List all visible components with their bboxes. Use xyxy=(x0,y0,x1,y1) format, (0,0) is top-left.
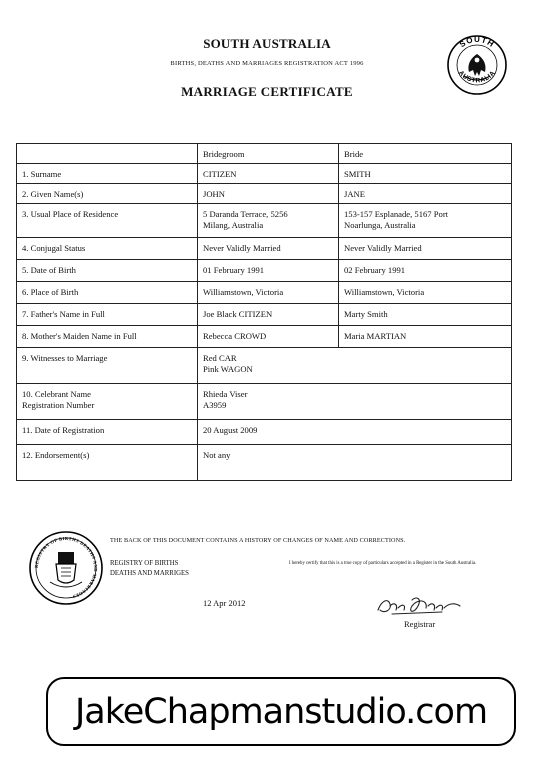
back-of-document-note: THE BACK OF THIS DOCUMENT CONTAINS A HISTORY OF CHANGES OF NAME AND CORRECTIONS. xyxy=(110,537,406,544)
row-label-line: 8. Mother's Maiden Name in Full xyxy=(22,331,137,341)
row-label-line: 6. Place of Birth xyxy=(22,287,79,297)
bridegroom-value-line: JOHN xyxy=(203,189,225,199)
bride-value-line: Noarlunga, Australia xyxy=(344,220,416,230)
bride-value xyxy=(339,184,512,204)
south-australia-seal-icon xyxy=(446,34,508,96)
table-row xyxy=(17,260,512,282)
bride-value-line: Marty Smith xyxy=(344,309,388,319)
table-row xyxy=(17,238,512,260)
row-label-line: 11. Date of Registration xyxy=(22,425,105,435)
row-label-line: Registration Number xyxy=(22,400,95,410)
bride-value-line: Maria MARTIAN xyxy=(344,331,407,341)
bride-value-line: 02 February 1991 xyxy=(344,265,406,275)
row-label-line: 4. Conjugal Status xyxy=(22,243,86,253)
table-row xyxy=(17,384,512,420)
row-label-line: 10. Celebrant Name xyxy=(22,389,91,399)
table-row xyxy=(17,304,512,326)
table-row xyxy=(17,445,512,481)
row-value xyxy=(198,348,512,384)
bridegroom-value-line: Milang, Australia xyxy=(203,220,264,230)
row-value xyxy=(198,384,512,420)
bride-value-line: SMITH xyxy=(344,169,371,179)
bridegroom-value xyxy=(198,238,339,260)
bride-value xyxy=(339,238,512,260)
bridegroom-value-line: 5 Daranda Terrace, 5256 xyxy=(203,209,288,219)
bride-value xyxy=(339,164,512,184)
table-row xyxy=(17,204,512,238)
row-label xyxy=(17,384,198,420)
table-row xyxy=(17,282,512,304)
bridegroom-value-line: 01 February 1991 xyxy=(203,265,265,275)
row-label-line: 12. Endorsement(s) xyxy=(22,450,90,460)
row-value-line: Not any xyxy=(203,450,231,460)
bride-value-line: JANE xyxy=(344,189,366,199)
row-label-line: 7. Father's Name in Full xyxy=(22,309,105,319)
row-label xyxy=(17,304,198,326)
row-label xyxy=(17,445,198,481)
row-label xyxy=(17,204,198,238)
svg-text:SOUTH xyxy=(458,35,496,49)
table-header-row xyxy=(17,144,512,164)
bride-value-line: Never Validly Married xyxy=(344,243,422,253)
row-label-line: 5. Date of Birth xyxy=(22,265,76,275)
bridegroom-value-line: CITIZEN xyxy=(203,169,237,179)
row-label xyxy=(17,326,198,348)
bride-value-line: 153-157 Esplanade, 5167 Port xyxy=(344,209,449,219)
row-label xyxy=(17,164,198,184)
registry-name-line-1: REGISTRY OF BIRTHS xyxy=(110,560,179,567)
certificate-title: MARRIAGE CERTIFICATE xyxy=(181,84,353,99)
bride-value xyxy=(339,260,512,282)
row-label xyxy=(17,184,198,204)
row-value-line: Pink WAGON xyxy=(203,364,253,374)
registry-seal-text: REGISTRY OF BIRTHS DEATHS AND MARRIAGES xyxy=(33,535,99,600)
watermark-text: JakeChapmanstudio.com xyxy=(74,691,488,732)
registrar-label: Registrar xyxy=(404,619,436,629)
row-value xyxy=(198,420,512,445)
bride-value-line: Williamstown, Victoria xyxy=(344,287,425,297)
bridegroom-value xyxy=(198,204,339,238)
column-header: Bride xyxy=(339,144,512,164)
bride-value xyxy=(339,304,512,326)
bridegroom-value-line: Williamstown, Victoria xyxy=(203,287,284,297)
row-label xyxy=(17,420,198,445)
bride-value xyxy=(339,326,512,348)
watermark-banner xyxy=(46,677,516,746)
row-label-line: 9. Witnesses to Marriage xyxy=(22,353,108,363)
bride-value xyxy=(339,282,512,304)
certificate-table xyxy=(16,143,512,481)
row-label-line: 2. Given Name(s) xyxy=(22,189,84,199)
svg-text:REGISTRY OF BIRTHS DEATHS AND xyxy=(34,536,98,599)
certification-statement: I hereby certify that this is a true copy of particulars accepted in a Register in the South Australia. xyxy=(289,561,477,566)
row-label xyxy=(17,238,198,260)
bridegroom-value xyxy=(198,184,339,204)
bridegroom-value xyxy=(198,282,339,304)
registrar-signature xyxy=(372,590,472,620)
row-label xyxy=(17,282,198,304)
column-header: Bridegroom xyxy=(198,144,339,164)
bridegroom-value xyxy=(198,164,339,184)
table-row xyxy=(17,184,512,204)
row-value-line: Red CAR xyxy=(203,353,237,363)
bride-value xyxy=(339,204,512,238)
row-value-line: 20 August 2009 xyxy=(203,425,258,435)
column-header xyxy=(17,144,198,164)
table-row xyxy=(17,164,512,184)
seal-text-bottom: AUSTRALIA xyxy=(457,69,497,85)
table-row xyxy=(17,420,512,445)
bridegroom-value-line: Rebecca CROWD xyxy=(203,331,267,341)
bridegroom-value-line: Joe Black CITIZEN xyxy=(203,309,273,319)
row-label-line: 3. Usual Place of Residence xyxy=(22,209,119,219)
state-heading: SOUTH AUSTRALIA xyxy=(203,36,331,51)
bridegroom-value-line: Never Validly Married xyxy=(203,243,281,253)
registry-name-line-2: DEATHS AND MARRIGES xyxy=(110,570,189,577)
bridegroom-value xyxy=(198,326,339,348)
row-value-line: Rhieda Viser xyxy=(203,389,248,399)
bridegroom-value xyxy=(198,260,339,282)
seal-text-top: SOUTH xyxy=(457,34,497,50)
row-value xyxy=(198,445,512,481)
act-subheading: BIRTHS, DEATHS AND MARRIAGES REGISTRATION ACT 1996 xyxy=(170,60,364,67)
bridegroom-value xyxy=(198,304,339,326)
issue-date: 12 Apr 2012 xyxy=(203,598,246,608)
registry-seal-icon xyxy=(28,530,104,606)
row-label-line: 1. Surname xyxy=(22,169,62,179)
row-value-line: A3959 xyxy=(203,400,227,410)
table-row xyxy=(17,326,512,348)
table-row xyxy=(17,348,512,384)
row-label xyxy=(17,348,198,384)
row-label xyxy=(17,260,198,282)
